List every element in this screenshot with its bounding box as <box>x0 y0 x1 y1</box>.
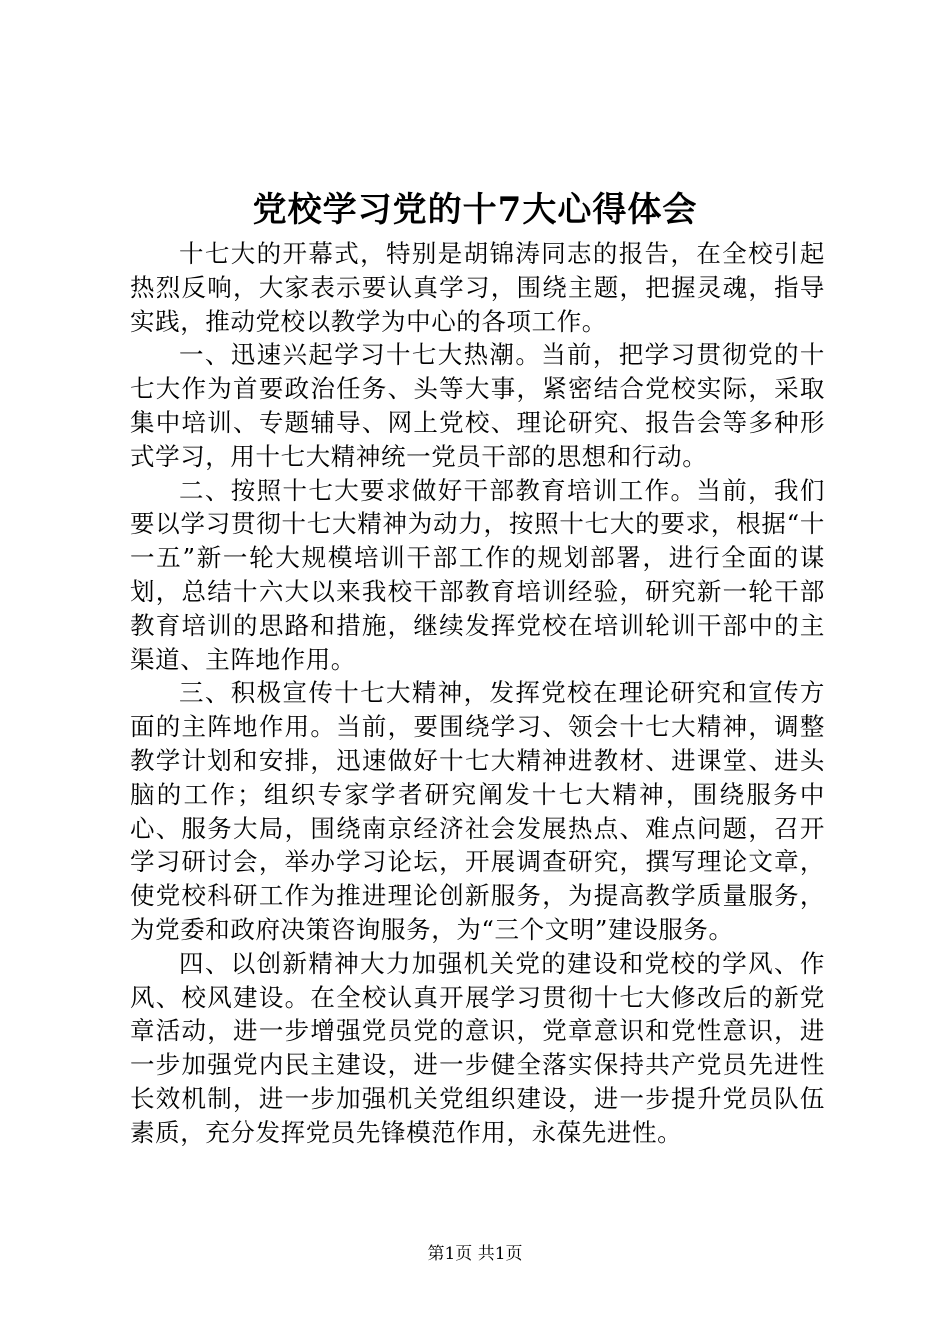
paragraph-section-3: 三、积极宣传十七大精神，发挥党校在理论研究和宣传方面的主阵地作用。当前，要围绕学习、领会十七大精神，调整教学计划和安排，迅速做好十七大精神进教材、进课堂、进头脑的工作；组织专家学者研究阐发十七大精神，围绕服务中心、服务大局，围绕南京经济社会发展热点、难点问题，召开学习研讨会，举办学习论坛，开展调查研究，撰写理论文章，使党校科研工作为推进理论创新服务，为提高教学质量服务，为党委和政府决策咨询服务，为“三个文明”建设服务。 <box>130 678 825 944</box>
document-title: 党校学习党的十7大心得体会 <box>252 190 698 230</box>
document-body <box>130 237 825 1150</box>
paragraph-intro: 十七大的开幕式，特别是胡锦涛同志的报告，在全校引起热烈反响，大家表示要认真学习，围绕主题，把握灵魂，指导实践，推动党校以教学为中心的各项工作。 <box>130 239 825 336</box>
paragraph-section-1: 一、迅速兴起学习十七大热潮。当前，把学习贯彻党的十七大作为首要政治任务、头等大事，紧密结合党校实际，采取集中培训、专题辅导、网上党校、理论研究、报告会等多种形式学习，用十七大精神统一党员干部的思想和行动。 <box>130 340 825 471</box>
paragraph-section-4: 四、以创新精神大力加强机关党的建设和党校的学风、作风、校风建设。在全校认真开展学习贯彻十七大修改后的新党章活动，进一步增强党员党的意识，党章意识和党性意识，进一步加强党内民主建设，进一步健全落实保持共产党员先进性长效机制，进一步加强机关党组织建设，进一步提升党员队伍素质，充分发挥党员先锋模范作用，永葆先进性。 <box>130 948 825 1147</box>
paragraph-section-2: 二、按照十七大要求做好干部教育培训工作。当前，我们要以学习贯彻十七大精神为动力，按照十七大的要求，根据“十一五”新一轮大规模培训干部工作的规划部署，进行全面的谋划，总结十六大以来我校干部教育培训经验，研究新一轮干部教育培训的思路和措施，继续发挥党校在培训轮训干部中的主渠道、主阵地作用。 <box>130 475 825 674</box>
page-number-footer: 第1页 共1页 <box>427 1244 523 1264</box>
